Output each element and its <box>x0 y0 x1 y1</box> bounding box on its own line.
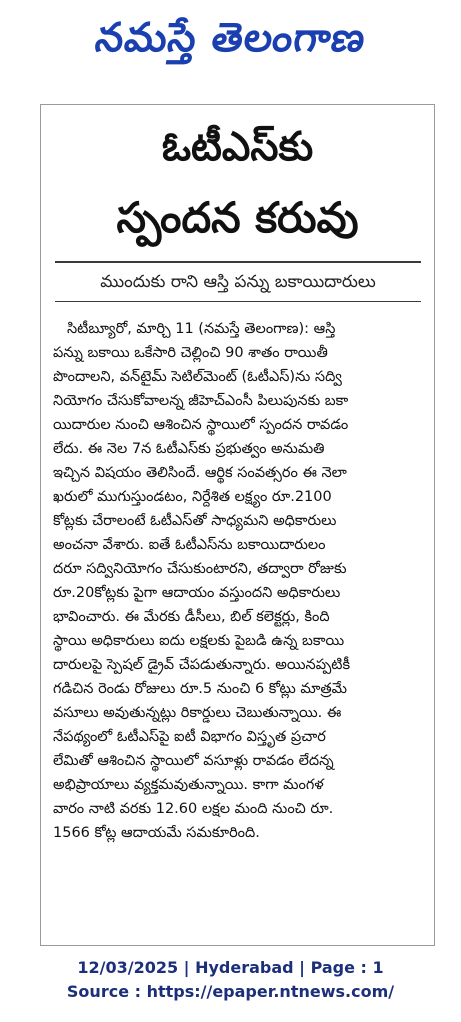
article-body-line: 1566 కోట్ల ఆదాయమే సమకూరింది. <box>53 825 260 841</box>
newspaper-masthead <box>0 12 461 74</box>
article-body-line: వసూలు అవుతున్నట్లు రికార్డులు చెబుతున్నాయి. ఈ <box>53 705 342 721</box>
article-clipping <box>40 104 435 946</box>
article-body-line: దరూ సద్వినియోగం చేసుకుంటారని, తద్వారా రోజుకు <box>53 561 347 577</box>
headline-line-2: స్పందన కరువు <box>116 193 359 242</box>
article-body-line: గడిచిన రెండు రోజులు రూ.5 నుంచి 6 కోట్లు మాత్రమే <box>53 681 347 697</box>
article-body-line: సిటీబ్యూరో, మార్చి 11 (నమస్తే తెలంగాణ): ఆస్తి <box>67 321 336 337</box>
article-body-line: అంచనా వేశారు. ఐతే ఓటీఎస్‌ను బకాయిదారులం <box>53 537 326 553</box>
article-body-line: అభిప్రాయాలు వ్యక్తమవుతున్నాయి. కాగా మంగళ <box>53 777 324 793</box>
masthead-title: నమస్తే తెలంగాణ <box>92 15 370 61</box>
subheadline-top-rule <box>55 261 421 263</box>
article-body-line: భావించారు. ఈ మేరకు డీసీలు, బిల్ కలెక్టర్లు, కింది <box>53 609 330 625</box>
article-body-line: యిదారుల నుంచి ఆశించిన స్థాయిలో స్పందన రావడం <box>53 417 349 433</box>
subheadline-bottom-rule <box>55 301 421 302</box>
footer-source-link: Source : https://epaper.ntnews.com/ <box>66 982 395 1001</box>
article-body-line: నియోగం చేసుకోవాలన్న జీహెచ్ఎంసీ పిలుపునకు బకా <box>53 393 349 409</box>
subheadline: ముందుకు రాని ఆస్తి పన్ను బకాయిదారులు <box>100 272 376 292</box>
article-body-line: లేమితో ఆశించిన స్థాయిలో వసూళ్లు రావడం లేదన్న <box>53 753 334 769</box>
headline-line-1: ఓటీఎస్‌కు <box>161 124 314 170</box>
article-body <box>53 317 423 845</box>
article-body-line: కోట్లకు చేరాలంటే ఓటీఎస్‌తో సాధ్యమని అధికారులు <box>53 513 337 529</box>
article-body-line: పొందాలని, వన్‌టైమ్ సెటిల్‌మెంట్ (ఓటీఎస్)ను సద్వి <box>53 369 342 385</box>
article-body-line: పన్ను బకాయి ఒకేసారి చెల్లించి 90 శాతం రాయితీ <box>53 345 328 361</box>
article-body-line: రూ.20కోట్లకు పైగా ఆదాయం వస్తుందని అధికారులు <box>53 585 341 601</box>
article-body-line: ఇచ్చిన విషయం తెలిసిందే. ఆర్థిక సంవత్సరం ఈ నెలా <box>53 465 347 481</box>
footer-date-location-page: 12/03/2025 | Hyderabad | Page : 1 <box>77 958 384 977</box>
article-body-line: లేదు. ఈ నెల 7న ఓటీఎస్‌కు ప్రభుత్వం అనుమతి <box>53 441 325 457</box>
article-body-line: ఖరులో ముగుస్తుండటం, నిర్దేశిత లక్ష్యం రూ.2100 <box>53 489 332 505</box>
article-body-line: వారం నాటి వరకు 12.60 లక్షల మంది నుంచి రూ. <box>53 801 334 817</box>
article-body-line: నేపథ్యంలో ఓటీఎస్‌పై ఐటీ విభాగం విస్తృత ప్రచార <box>53 729 326 745</box>
article-body-line: దారులపై స్పెషల్ డ్రైవ్ చేపడుతున్నారు. అయినప్పటికీ <box>53 657 351 673</box>
article-body-line: స్థాయి అధికారులు ఐదు లక్షలకు పైబడి ఉన్న బకాయి <box>53 633 345 649</box>
